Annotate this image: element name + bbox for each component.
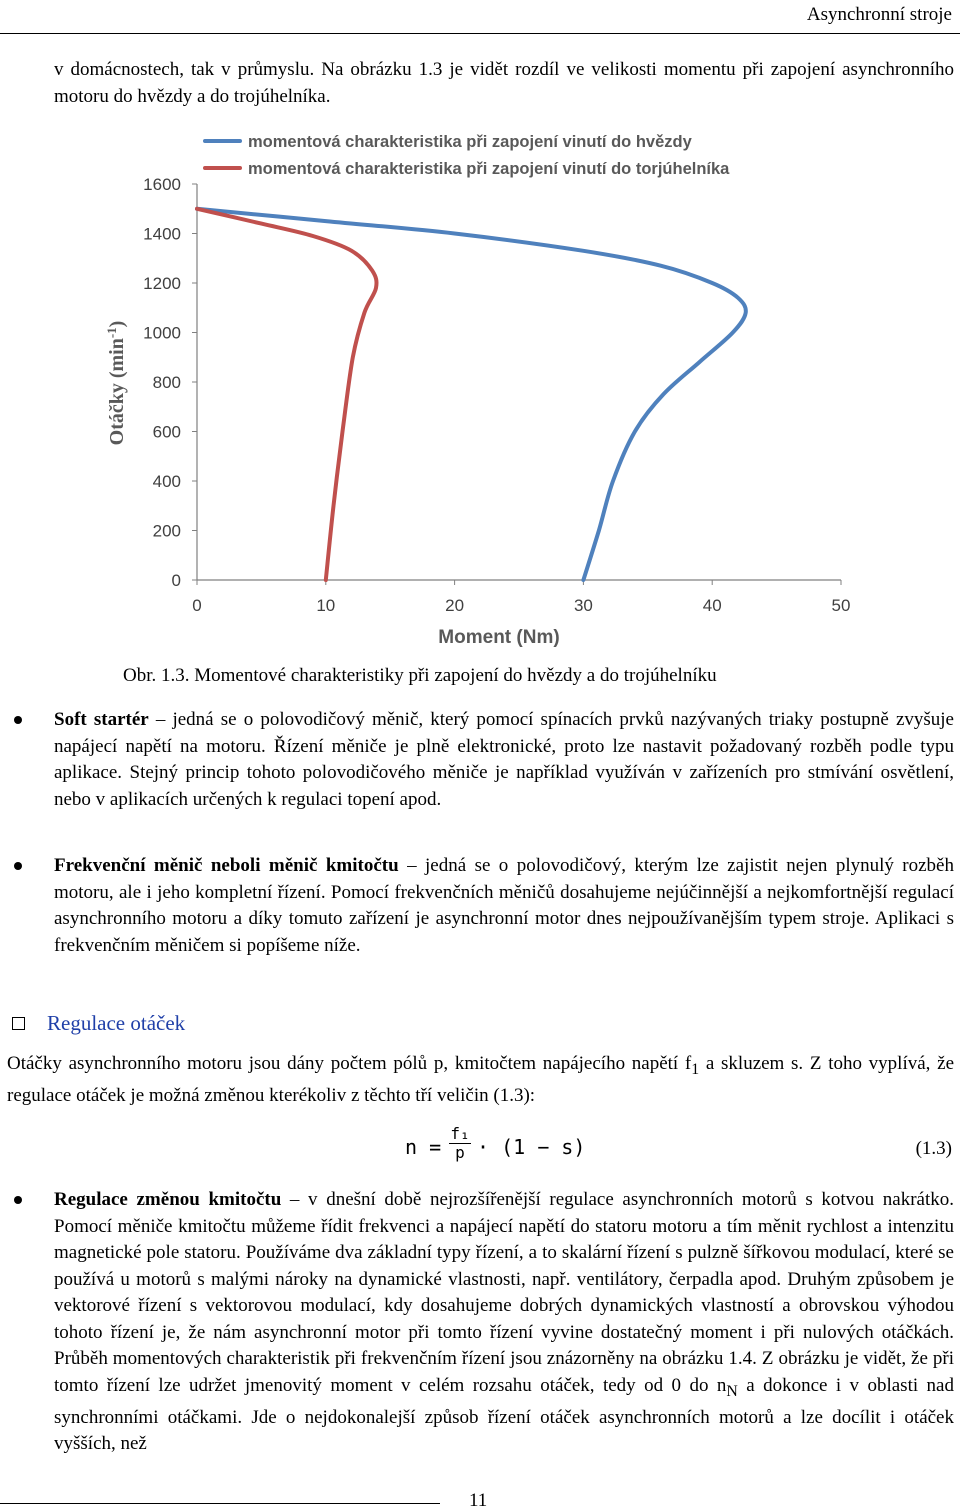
y-axis-label-text: Otáčky $(\min^{-1})$ — [104, 320, 128, 446]
bullet-text: – jedná se o polovodičový, kterým lze zajistit nejen plynulý rozběh motoru, ale i jeho kompletní řízení. Pomocí frekvenčních měničů dosahujeme nejúčinnější a nejkomfortnější regulací asynchronního motoru a díky tomuto zařízení je asynchronní motor dnes nejpoužívanějším typem stroje. Aplikaci s frekvenčním měničem si popíšeme níže. — [54, 855, 954, 956]
legend-label: momentová charakteristika při zapojení vinutí do hvězdy — [248, 133, 692, 151]
equation-rhs: · (1 − s) — [477, 1135, 586, 1159]
legend-label: momentová charakteristika při zapojení vinutí do torjúhelníka — [248, 160, 730, 178]
page-number: 11 — [469, 1490, 488, 1511]
page-header — [0, 0, 960, 34]
section-heading: Regulace otáček — [47, 1011, 186, 1035]
x-tick-label: 40 — [702, 596, 722, 615]
footer-rule — [0, 1503, 440, 1504]
y-tick-label: 600 — [152, 422, 181, 442]
y-tick-label: 1400 — [143, 224, 181, 244]
x-tick-label: 0 — [192, 596, 202, 615]
bullet3-text-b: a dokonce i v oblasti nad synchronními otáčkami. Jde o nejdokonalejší způsob řízení otáček asynchronních motorů a lze docílit i otáček vyšších, než — [54, 1374, 954, 1455]
x-tick-label: 30 — [573, 596, 593, 615]
y-tick-label: 1600 — [143, 175, 181, 194]
x-tick-label: 20 — [445, 596, 465, 615]
speed-text-b: a skluzem s. Z toho vyplívá, že regulace otáček je možná změnou kterékoliv z těchto tří veličin (1.3): — [7, 1053, 954, 1107]
bullet3-text-a: – v dnešní době nejrozšířenější regulace asynchronních motorů s kotvou nakrátko. Pomocí měniče kmitočtu můžeme řídit frekvenci a napájecí napětí do statoru motoru a tím měnit rychlost a intenzitu magnetické pole statoru. Používáme dva základní typy řízení, a to skalární řízení s pulzně šířkovou modulací, které se používá u motorů s malými nároky na dynamické vlastnosti, např. ventilátory, čerpadla apod. Druhým způsobem je vektorové řízení s vektorovou modulací, kdy dosahujeme dobrých dynamických vlastností a obrovskou výhodou tohoto řízení je, že nám asynchronní motor při tomto řízení vyvine dostatečný moment i při nulových otáčkách. Průběh momentových charakteristik při frekvenčním řízení jsou znázorněny na obrázku 1.4. Z obrázku je vidět, že při tomto řízení lze udržet jmenovitý moment v celém rozsahu otáček, tedy od 0 do n — [54, 1189, 954, 1396]
bullet-term: Regulace změnou kmitočtu — [54, 1189, 282, 1210]
bullet-term: Soft startér — [54, 709, 149, 730]
equation-lhs: n = — [405, 1135, 442, 1159]
bullet-marker — [14, 716, 22, 724]
y-tick-label: 1200 — [143, 274, 181, 293]
y-tick-label: 0 — [171, 571, 181, 590]
speed-subscript: 1 — [691, 1060, 700, 1078]
equation-numerator: f₁ — [450, 1124, 470, 1143]
chart-legend — [205, 133, 730, 178]
series-2-line — [197, 209, 377, 580]
intro-paragraph: v domácnostech, tak v průmyslu. Na obrázku 1.3 je vidět rozdíl ve velikosti momentu při zapojení asynchronního motoru do hvězdy a do trojúhelníka. — [54, 59, 954, 107]
chart-ticks — [143, 175, 850, 615]
y-tick-label: 1000 — [143, 323, 181, 343]
bullet-marker — [14, 1196, 22, 1204]
x-axis-label: Moment (Nm) — [438, 627, 560, 648]
header-title: Asynchronní stroje — [806, 4, 952, 25]
bullet3-subscript: N — [726, 1382, 738, 1400]
equation-number: (1.3) — [915, 1138, 952, 1159]
equation-fraction — [449, 1125, 471, 1162]
bullet-frequency-converter — [54, 853, 954, 959]
bullet-frequency-regulation — [54, 1187, 954, 1458]
series-1-line — [197, 209, 746, 580]
checkbox-icon — [12, 1017, 25, 1030]
x-tick-label: 10 — [316, 596, 336, 615]
y-tick-label: 400 — [152, 472, 181, 491]
y-axis-label — [104, 321, 128, 446]
speed-paragraph — [7, 1051, 954, 1110]
y-tick-label: 800 — [152, 373, 181, 392]
figure-caption: Obr. 1.3. Momentové charakteristiky při zapojení do hvězdy a do trojúhelníku — [123, 665, 717, 686]
chart-curves — [197, 209, 746, 580]
bullet-term: Frekvenční měnič neboli měnič kmitočtu — [54, 855, 399, 876]
equation-denominator: p — [455, 1143, 465, 1162]
speed-text-a: Otáčky asynchronního motoru jsou dány počtem pólů p, kmitočtem napájecího napětí f — [7, 1053, 692, 1074]
bullet-marker — [14, 862, 22, 870]
bullet-soft-starter — [54, 707, 954, 813]
torque-speed-chart — [95, 118, 875, 658]
x-tick-label: 50 — [831, 596, 851, 615]
header-rule — [0, 33, 960, 34]
y-tick-label: 200 — [152, 521, 181, 541]
bullet-text: – jedná se o polovodičový měnič, který pomocí spínacích prvků nazývaných triaky postupně zvyšuje napájecí napětí na motoru. Řízení měniče je plně elektronické, proto lze nastavit požadovaný rozběh podle typu aplikace. Stejný princip tohoto polovodičového měniče je například využíván v zařízeních pro stmívání osvětlení, nebo v aplikacích určených k regulaci topení apod. — [54, 709, 954, 810]
